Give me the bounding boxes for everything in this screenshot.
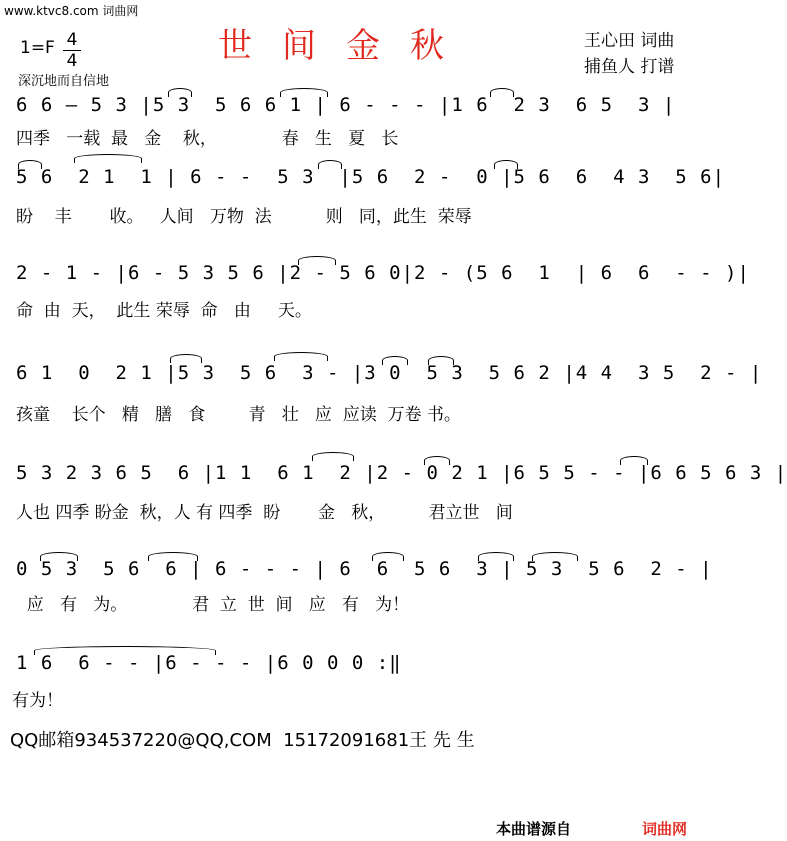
notation-line-1: 6 6 – 5 3 |5 3 5 6 6 1 | 6 - - - |1 6 2 3 6 5 3 | xyxy=(16,94,676,116)
notation-line-6: 0 5 3 5 6 6 | 6 - - - | 6 6 5 6 3 | 5 3 5 6 2 - | xyxy=(16,558,713,580)
lyric-line-5: 人也 四季 盼金 秋，人 有 四季 盼 金 秋， 君立世 间 xyxy=(16,503,513,523)
notation-line-7: 1 6 6 - - |6 - - - |6 0 0 0 :‖ xyxy=(16,652,402,674)
slur xyxy=(74,154,142,163)
meter-top: 4 xyxy=(66,30,78,50)
notation-line-5: 5 3 2 3 6 5 6 |1 1 6 1 2 |2 - 0 2 1 |6 5 5 - - |6 6 5 6 3 | xyxy=(16,462,787,484)
source-label: 本曲谱源自 xyxy=(496,820,572,838)
slur xyxy=(312,452,354,461)
page-title: 世间金秋 xyxy=(218,26,474,66)
lyric-line-6: 应 有 为。 君 立 世 间 应 有 为！ xyxy=(16,595,410,615)
contact-info: QQ邮箱934537220@QQ,COM 15172091681王 先 生 xyxy=(10,730,475,751)
lyric-line-3: 命 由 天， 此生 荣辱 命 由 天。 xyxy=(16,301,312,321)
time-signature xyxy=(62,30,82,71)
lyric-line-2: 盼 丰 收。 人间 万物 法 则 同，此生 荣辱 xyxy=(16,207,472,227)
transcriber-credit: 捕鱼人 打谱 xyxy=(584,57,675,77)
slur xyxy=(274,352,328,361)
lyric-line-1: 四季 一载 最 金 秋， 春 生 夏 长 xyxy=(16,129,399,149)
site-watermark: www.ktvc8.com 词曲网 xyxy=(4,4,139,18)
source-logo: 词曲网 xyxy=(642,820,688,838)
expression-marking: 深沉地而自信地 xyxy=(18,74,110,89)
notation-line-2: 5 6 2 1 1 | 6 - - 5 3 |5 6 2 - 0 |5 6 6 4 3 5 6| xyxy=(16,166,726,188)
notation-line-3: 2 - 1 - |6 - 5 3 5 6 |2 - 5 6 0|2 - (5 6 1 | 6 6 - - )| xyxy=(16,262,750,284)
key-signature: 1=F xyxy=(20,38,55,58)
lyric-line-7: 有为！ xyxy=(12,691,63,711)
lyric-line-4: 孩童 长个 精 膳 食 青 壮 应 应读 万卷 书。 xyxy=(16,405,461,425)
meter-bottom: 4 xyxy=(66,51,78,71)
notation-line-4: 6 1 0 2 1 |5 3 5 6 3 - |3 0 5 3 5 6 2 |4 4 3 5 2 - | xyxy=(16,362,763,384)
lyricist-composer-credit: 王心田 词曲 xyxy=(584,31,675,51)
